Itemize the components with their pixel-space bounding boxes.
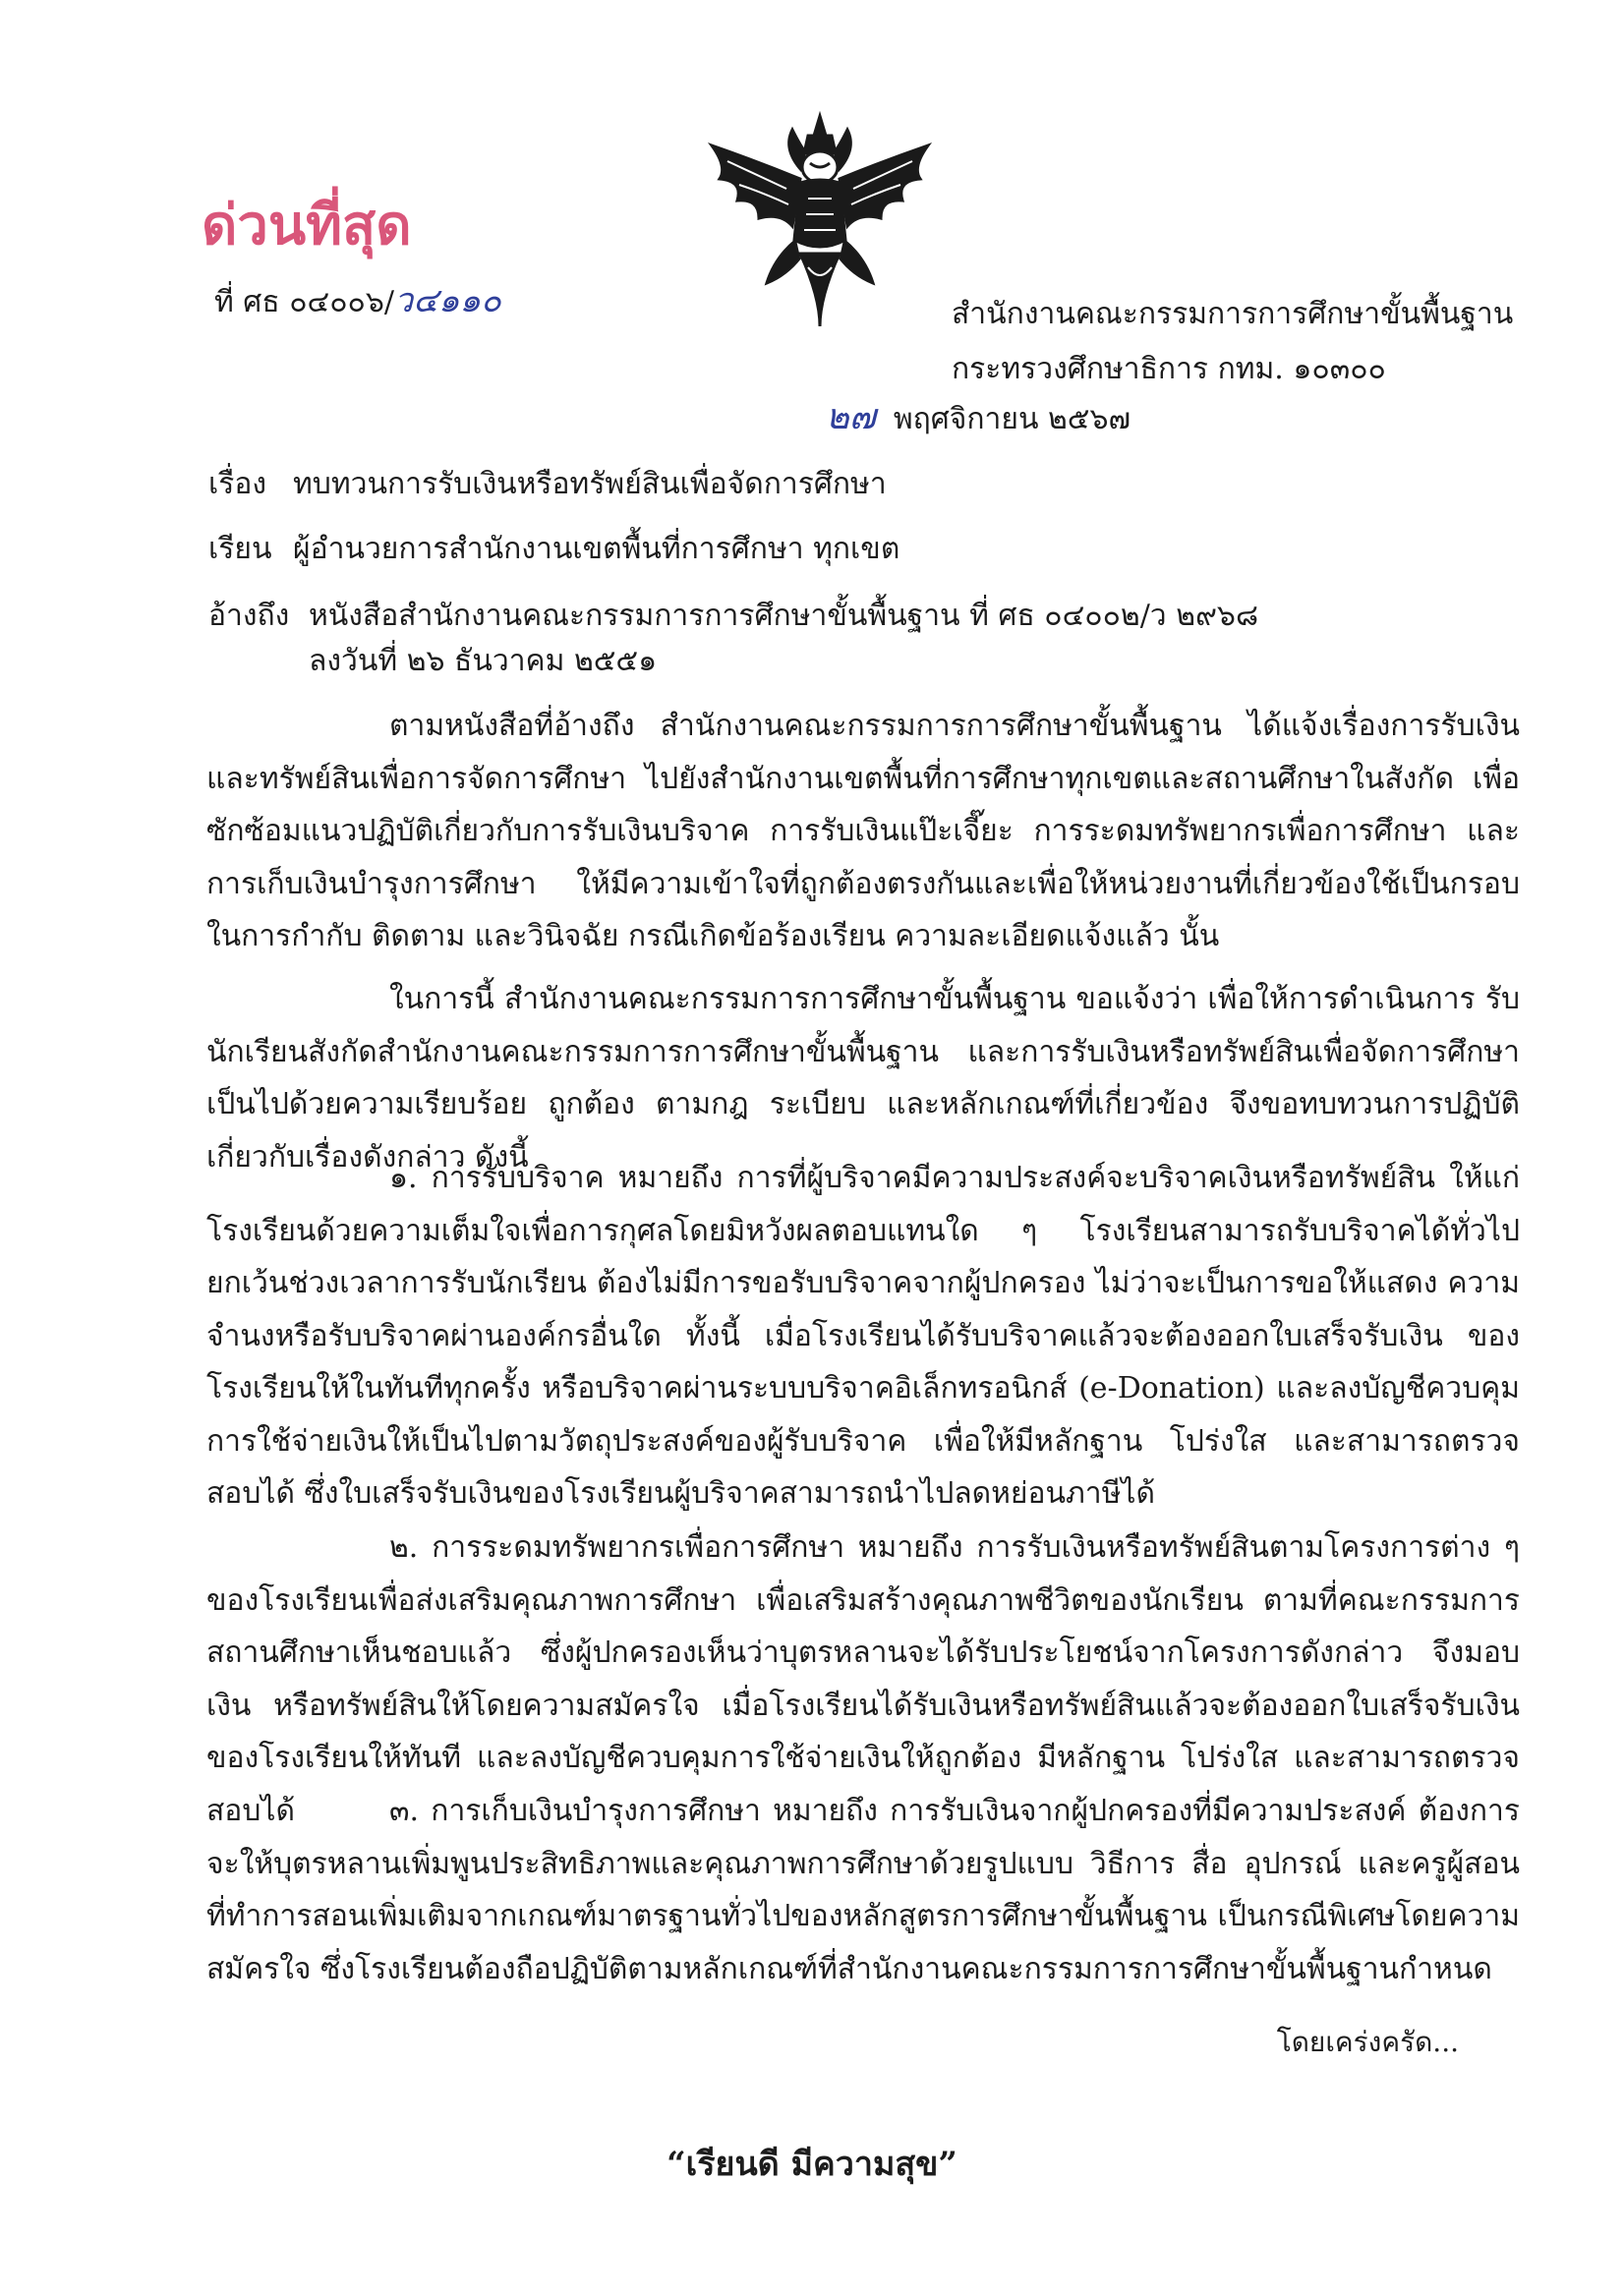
list-item-resource-mobilization: ๒. การระดมทรัพยากรเพื่อการศึกษา หมายถึง การรับเงินหรือทรัพย์สินตามโครงการต่าง ๆ ของโรงเรียนเพื่อส่งเสริมคุณภาพการศึกษา เพื่อเสริมสร้างคุณภาพชีวิตของนักเรียน ตามที่คณะกรรมการ สถานศึกษาเห็นชอบแล้ว ซึ่งผู้ปกครองเห็นว่าบุตรหลานจะได้รับประโยชน์จากโครงการดังกล่าว จึงมอบเงิน หรือทรัพย์สินให้โดยความสมัครใจ เมื่อโรงเรียนได้รับเงินหรือทรัพย์สินแล้วจะต้องออกใบเสร็จรับเงิน ของโรงเรียนให้ทันที และลงบัญชีควบคุมการใช้จ่ายเงินให้ถูกต้อง มีหลักฐาน โปร่งใส และสามารถตรวจสอบได้ <box>206 1530 1520 1828</box>
office-address: กระทรวงศึกษาธิการ กทม. ๑๐๓๐๐ <box>952 352 1386 386</box>
date-day-handwritten: ๒๗ <box>826 397 876 437</box>
recipient-text: ผู้อำนวยการสำนักงานเขตพื้นที่การศึกษา ทุกเขต <box>293 532 900 566</box>
slogan: “เรียนดี มีความสุข” <box>667 2145 957 2184</box>
reference-line <box>208 597 1258 636</box>
document-number <box>214 281 501 322</box>
body-paragraph-1: ตามหนังสือที่อ้างถึง สำนักงานคณะกรรมการการศึกษาขั้นพื้นฐาน ได้แจ้งเรื่องการรับเงิน และทรัพย์สินเพื่อการจัดการศึกษา ไปยังสำนักงานเขตพื้นที่การศึกษาทุกเขตและสถานศึกษาในสังกัด เพื่อซักซ้อมแนวปฏิบัติเกี่ยวกับการรับเงินบริจาค การรับเงินแป๊ะเจี๊ยะ การระดมทรัพยากรเพื่อการศึกษา และการเก็บเงินบำรุงการศึกษา ให้มีความเข้าใจที่ถูกต้องตรงกันและเพื่อให้หน่วยงานที่เกี่ยวข้องใช้เป็นกรอบ ในการกำกับ ติดตาม และวินิจฉัย กรณีเกิดข้อร้องเรียน ความละเอียดแจ้งแล้ว นั้น <box>206 709 1520 953</box>
document-date <box>826 398 1131 439</box>
office-name: สำนักงานคณะกรรมการการศึกษาขั้นพื้นฐาน <box>952 297 1514 331</box>
urgency-stamp: ด่วนที่สุด <box>202 194 412 258</box>
body-paragraph-2: ในการนี้ สำนักงานคณะกรรมการการศึกษาขั้นพื้นฐาน ขอแจ้งว่า เพื่อให้การดำเนินการ รับนักเรียนสังกัดสำนักงานคณะกรรมการการศึกษาขั้นพื้นฐาน และการรับเงินหรือทรัพย์สินเพื่อจัดการศึกษา เป็นไปด้วยความเรียบร้อย ถูกต้อง ตามกฎ ระเบียบ และหลักเกณฑ์ที่เกี่ยวข้อง จึงขอทบทวนการปฏิบัติ เกี่ยวกับเรื่องดังกล่าว ดังนี้ <box>206 982 1520 1175</box>
reference-label: อ้างถึง <box>208 599 290 633</box>
subject-label: เรื่อง <box>208 467 267 501</box>
list-item-education-fee: ๓. การเก็บเงินบำรุงการศึกษา หมายถึง การรับเงินจากผู้ปกครองที่มีความประสงค์ ต้องการจะให้บุตรหลานเพิ่มพูนประสิทธิภาพและคุณภาพการศึกษาด้วยรูปแบบ วิธีการ สื่อ อุปกรณ์ และครูผู้สอน ที่ทำการสอนเพิ่มเติมจากเกณฑ์มาตรฐานทั่วไปของหลักสูตรการศึกษาขั้นพื้นฐาน เป็นกรณีพิเศษโดยความ สมัครใจ ซึ่งโรงเรียนต้องถือปฏิบัติตามหลักเกณฑ์ที่สำนักงานคณะกรรมการการศึกษาขั้นพื้นฐานกำหนด <box>206 1794 1520 1986</box>
reference-text: หนังสือสำนักงานคณะกรรมการการศึกษาขั้นพื้นฐาน ที่ ศธ ๐๔๐๐๒/ว ๒๙๖๘ <box>309 599 1259 633</box>
subject-line <box>208 465 887 504</box>
garuda-emblem-icon <box>698 110 942 330</box>
continuation-text: โดยเคร่งครัด... <box>1276 2026 1459 2058</box>
document-number-prefix: ที่ ศธ ๐๔๐๐๖/ <box>214 285 394 319</box>
recipient-line <box>208 530 899 569</box>
recipient-label: เรียน <box>208 532 272 566</box>
reference-date: ลงวันที่ ๒๖ ธันวาคม ๒๕๕๑ <box>309 644 658 678</box>
subject-text: ทบทวนการรับเงินหรือทรัพย์สินเพื่อจัดการศึกษา <box>293 467 887 501</box>
issuing-office <box>952 287 1513 397</box>
date-month-year: พฤศจิกายน ๒๕๖๗ <box>893 402 1131 436</box>
document-number-handwritten: ว๔๑๑๐ <box>394 281 501 320</box>
list-item-donation: ๑. การรับบริจาค หมายถึง การที่ผู้บริจาคมีความประสงค์จะบริจาคเงินหรือทรัพย์สิน ให้แก่โรงเรียนด้วยความเต็มใจเพื่อการกุศลโดยมิหวังผลตอบแทนใด ๆ โรงเรียนสามารถรับบริจาคได้ทั่วไป ยกเว้นช่วงเวลาการรับนักเรียน ต้องไม่มีการขอรับบริจาคจากผู้ปกครอง ไม่ว่าจะเป็นการขอให้แสดง ความจำนงหรือรับบริจาคผ่านองค์กรอื่นใด ทั้งนี้ เมื่อโรงเรียนได้รับบริจาคแล้วจะต้องออกใบเสร็จรับเงิน ของโรงเรียนให้ในทันทีทุกครั้ง หรือบริจาคผ่านระบบบริจาคอิเล็กทรอนิกส์ (e-Donation) และลงบัญชีควบคุม การใช้จ่ายเงินให้เป็นไปตามวัตถุประสงค์ของผู้รับบริจาค เพื่อให้มีหลักฐาน โปร่งใส และสามารถตรวจสอบได้ ซึ่งใบเสร็จรับเงินของโรงเรียนผู้บริจาคสามารถนำไปลดหย่อนภาษีได้ <box>206 1161 1520 1511</box>
